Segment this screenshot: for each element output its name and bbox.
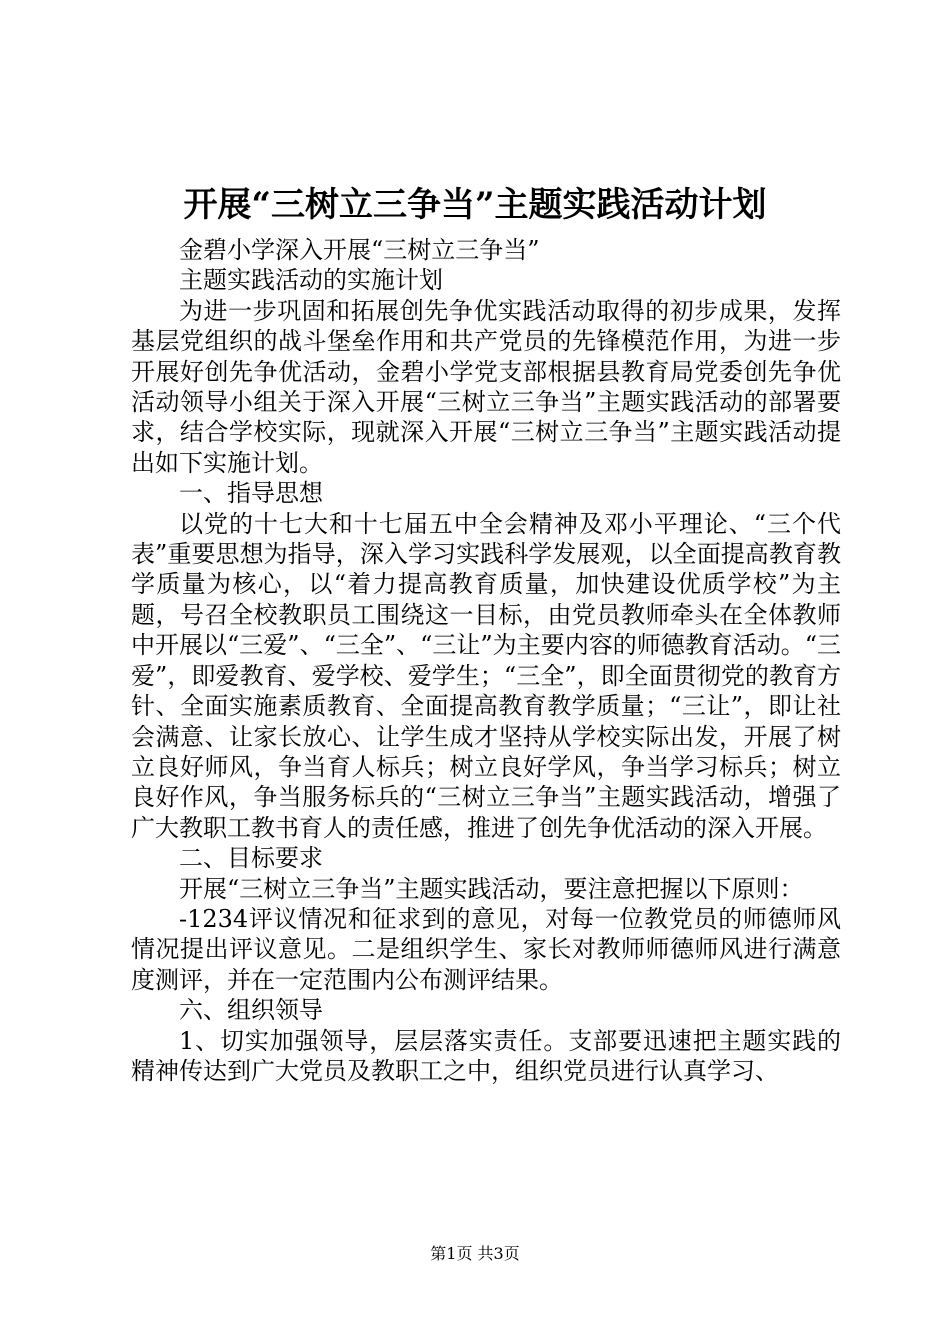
section-heading-organization: 六、组织领导 (179, 996, 323, 1025)
paragraph-plan-heading: 主题实践活动的实施计划 (179, 266, 443, 295)
paragraph-organization: 1、切实加强领导，层层落实责任。支部要迅速把主题实践的精神传达到广大党员及教职工之中，组织党员进行认真学习、 (131, 1026, 841, 1085)
page-number-footer: 第1页 共3页 (430, 1244, 520, 1263)
paragraph-evaluation: -1234评议情况和征求到的意见，对每一位教党员的师德师风情况提出评议意见。二是组织学生、家长对教师师德师风进行满意度测评，并在一定范围内公布测评结果。 (131, 904, 841, 994)
document-body (131, 235, 841, 1086)
paragraph-intro: 为进一步巩固和拓展创先争优实践活动取得的初步成果，发挥基层党组织的战斗堡垒作用和共产党员的先锋模范作用，为进一步开展好创先争优活动，金碧小学党支部根据县教育局党委创先争优活动领导小组关于深入开展“三树立三争当”主题实践活动的部署要求，结合学校实际，现就深入开展“三树立三争当”主题实践活动提出如下实施计划。 (131, 296, 841, 477)
document-title: 开展“三树立三争当”主题实践活动计划 (183, 185, 767, 225)
section-heading-goals: 二、目标要求 (179, 844, 323, 873)
paragraph-goals: 开展“三树立三争当”主题实践活动，要注意把握以下原则： (179, 874, 804, 903)
section-heading-guiding-thought: 一、指导思想 (179, 479, 323, 508)
paragraph-guiding-thought: 以党的十七大和十七届五中全会精神及邓小平理论、“三个代表”重要思想为指导，深入学习实践科学发展观，以全面提高教育教学质量为核心，以“着力提高教育质量，加快建设优质学校”为主题，号召全校教职员工围绕这一目标，由党员教师牵头在全体教师中开展以“三爱”、“三全”、“三让”为主要内容的师德教育活动。“三爱”，即爱教育、爱学校、爱学生；“三全”，即全面贯彻党的教育方针、全面实施素质教育、全面提高教育教学质量；“三让”，即让社会满意、让家长放心、让学生成才坚持从学校实际出发，开展了树立良好师风，争当育人标兵；树立良好学风，争当学习标兵；树立良好作风，争当服务标兵的“三树立三争当”主题实践活动，增强了广大教职工教书育人的责任感，推进了创先争优活动的深入开展。 (131, 509, 841, 842)
paragraph-school-heading: 金碧小学深入开展“三树立三争当” (179, 236, 540, 264)
